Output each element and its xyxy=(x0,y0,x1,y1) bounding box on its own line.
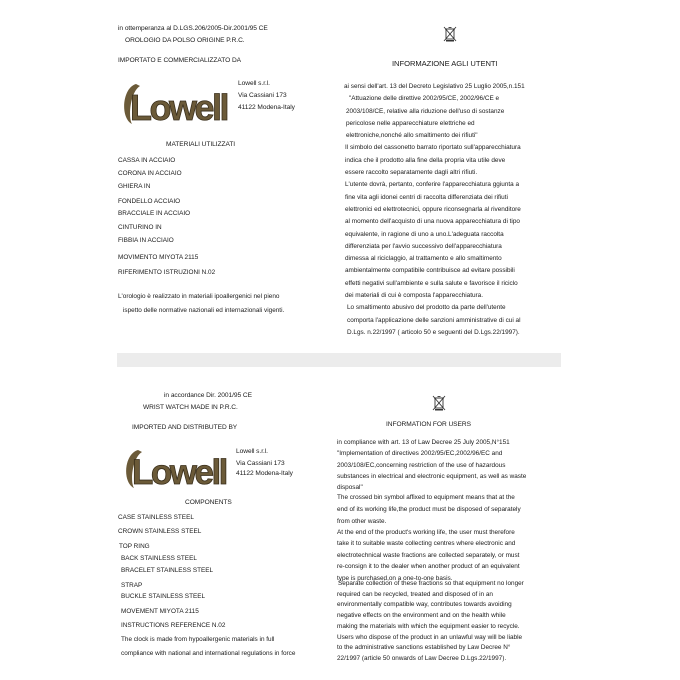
it-info-line-0: ai sensi dell'art. 13 del Decreto Legislativo 25 Luglio 2005,n.151 xyxy=(344,83,525,90)
en-info-a-line-0: in compliance with art. 13 of Law Decree 25 July 2005,N°151 xyxy=(337,439,510,446)
en-company-name: Lowell s.r.l. xyxy=(236,448,268,455)
en-info-c-line-2: electrotechnical waste fractions are collected separately, or must xyxy=(337,551,520,559)
it-company-city: 41122 Modena-Italy xyxy=(238,104,295,111)
it-info-line-17: dei materiali di cui è composta l'apparecchiatura. xyxy=(345,292,483,300)
en-info-c-line-3: re-consign it to the dealer when another product of an equivalent xyxy=(337,563,520,571)
en-info-a-line-1: "Implementation of directives 2002/95/EC,2002/96/EC and xyxy=(337,450,503,458)
it-material-1: CORONA IN ACCIAIO xyxy=(118,170,182,177)
en-info-d-line-3: negative effects on the environment and on the health while xyxy=(337,612,506,620)
en-info-title: INFORMATION FOR USERS xyxy=(386,421,471,428)
en-info-c-line-4: type is purchased,on a one-to-one basis. xyxy=(337,574,453,582)
it-info-line-14: dimessa al riciclaggio, al trattamento e allo smaltimento xyxy=(345,255,502,263)
it-material-2: GHIERA IN xyxy=(118,183,151,190)
it-lowell-logo xyxy=(118,78,236,130)
it-materials-title: MATERIALI UTILIZZATI xyxy=(166,141,236,148)
section-divider xyxy=(117,353,561,367)
en-info-block-c xyxy=(337,527,520,584)
en-company-city: 41122 Modena-Italy xyxy=(236,470,293,477)
en-component-3: BACK STAINLESS STEEL xyxy=(121,555,197,562)
it-crossed-bin-icon xyxy=(443,26,457,42)
it-info-line-2: 2003/108/CE, relative alla riduzione dell'uso di sostanze xyxy=(346,107,505,115)
it-info-line-3: pericolose nelle apparecchiature elettriche ed xyxy=(346,119,475,127)
it-hypo-line2: ispetto delle normative nazionali ed internazionali vigenti. xyxy=(123,307,285,314)
en-header-line2: WRIST WATCH MADE IN P.R.C. xyxy=(143,404,238,411)
it-info-line-8: L'utente dovrà, pertanto, conferire l'apparecchiatura ggiunta a xyxy=(345,181,520,189)
en-component-0: CASE STAINLESS STEEL xyxy=(118,514,194,521)
en-info-b-line-1: end of its working life,the product must be disposed of separately xyxy=(337,506,521,514)
en-movement: MOVEMENT MIYOTA 2115 xyxy=(121,608,199,615)
it-info-line-5: Il simbolo del cassonetto barrato riportato sull'apparecchiatura xyxy=(345,144,521,152)
it-logo-wordmark: Lowell xyxy=(130,87,228,128)
it-material-4: BRACCIALE IN ACCIAIO xyxy=(118,210,191,217)
en-component-1: CROWN STAINLESS STEEL xyxy=(118,528,202,535)
en-components-title: COMPONENTS xyxy=(185,499,232,506)
it-info-line-16: effetti negativi sull'ambiente e sulla salute e favorisce il riciclo xyxy=(345,279,518,287)
it-info-body xyxy=(344,81,525,339)
it-info-line-10: elettronici ed elettrotecnici, oppure riconsegnarla al rivenditore xyxy=(345,205,521,213)
en-info-c-line-1: take it to suitable waste collecting centres where electronic and xyxy=(337,540,516,548)
it-company-name: Lowell s.r.l. xyxy=(238,80,270,87)
it-imported-by: IMPORTATO E COMMERCIALIZZATO DA xyxy=(118,57,242,64)
it-info-line-12: equivalente, in ragione di uno a uno.L'adeguata raccolta xyxy=(345,230,504,238)
en-component-6: BUCKLE STAINLESS STEEL xyxy=(121,593,206,600)
it-company-street: Via Cassiani 173 xyxy=(238,92,287,99)
it-info-line-9: fine vita agli idonei centri di raccolta differenziata dei rifiuti xyxy=(345,193,508,201)
en-info-b-line-0: The crossed bin symbol affixed to equipment means that at the xyxy=(337,494,515,501)
en-info-d-line-5: Users who dispose of the product in an unlawful way will be liable xyxy=(337,633,523,641)
en-component-5: STRAP xyxy=(121,582,143,589)
it-info-line-13: differenziata per l'avvio successivo dell'apparecchiatura xyxy=(345,242,502,250)
it-info-line-11: al momento dell'acquisto di una nuova apparecchiatura di tipo xyxy=(345,218,520,226)
en-info-c-line-0: At the end of the product's working life, the user must therefore xyxy=(337,529,515,536)
it-material-6: FIBBIA IN ACCIAIO xyxy=(118,237,174,244)
en-info-d-line-1: required can be recycled, treated and disposed of in an xyxy=(337,590,493,598)
it-material-0: CASSA IN ACCIAIO xyxy=(118,157,176,164)
en-info-d-line-2: environmentally compatible way, contributes towards avoiding xyxy=(337,601,512,609)
en-info-b-line-2: from other waste. xyxy=(337,518,387,526)
en-hypo-line2: compliance with national and international regulations in force xyxy=(121,650,296,657)
it-info-line-1: "Attuazione delle direttive 2002/95/CE, 2002/96/CE e xyxy=(349,95,500,103)
en-header-line1: in accordance Dir. 2001/95 CE xyxy=(164,392,252,399)
en-info-d-line-4: making the materials with which the equipment easier to recycle. xyxy=(337,622,520,630)
en-info-a-line-3: substances in electrical and electronic equipment, as well as waste xyxy=(337,472,527,480)
it-info-line-6: indica che il prodotto alla fine della propria vita utile deve xyxy=(345,156,506,164)
en-instructions-ref: INSTRUCTIONS REFERENCE N.02 xyxy=(121,622,226,629)
en-info-block-a xyxy=(337,437,526,493)
en-logo-wordmark: Lowell xyxy=(132,453,226,492)
it-info-title: INFORMAZIONE AGLI UTENTI xyxy=(392,59,498,68)
en-info-a-line-2: 2003/108/EC,concerning restriction of the use of hazardous xyxy=(337,461,506,469)
en-info-a-line-4: disposal" xyxy=(337,484,363,492)
en-component-2: TOP RING xyxy=(119,543,150,550)
en-info-block-d xyxy=(337,579,524,665)
en-info-d-line-6: to the administrative sanctions established by Law Decree N° xyxy=(337,644,511,652)
it-info-line-4: elettroniche,nonché allo smaltimento dei rifiuti" xyxy=(346,132,478,140)
en-crossed-bin-icon xyxy=(432,395,446,411)
en-info-d-line-0: Separate collection of these fractions so that equipment no longer xyxy=(338,580,524,587)
en-lowell-logo xyxy=(120,444,236,494)
it-hypo-line1: L'orologio è realizzato in materiali ipoallergenici nel pieno xyxy=(118,293,280,300)
it-movement: MOVIMENTO MIYOTA 2115 xyxy=(118,254,199,261)
en-imported-by: IMPORTED AND DISTRIBUTED BY xyxy=(132,424,238,431)
it-instructions-ref: RIFERIMENTO ISTRUZIONI N.02 xyxy=(118,269,216,276)
it-header-line2: OROLOGIO DA POLSO ORIGINE P.R.C. xyxy=(125,37,245,44)
it-info-line-19: comporta l'applicazione delle sanzioni amministrative di cui al xyxy=(347,316,521,324)
en-hypo-line1: The clock is made from hypoallergenic materials in full xyxy=(121,636,275,643)
en-info-d-line-7: 22/1997 (article 50 onwards of Law Decree D.Lgs.22/1997). xyxy=(337,654,507,662)
en-info-block-b xyxy=(337,492,521,529)
en-component-4: BRACELET STAINLESS STEEL xyxy=(121,567,214,574)
it-material-5: CINTURINO IN xyxy=(118,224,162,231)
it-info-line-20: D.Lgs. n.22/1997 ( articolo 50 e seguenti del D.Lgs.22/1997). xyxy=(347,328,520,336)
it-material-3: FONDELLO ACCIAIO xyxy=(118,198,181,205)
it-info-line-15: ambientalmente compatibile contribuisce ad evitare possibili xyxy=(345,267,515,275)
it-info-line-7: essere raccolto separatamente dagli altri rifiuti. xyxy=(345,169,478,177)
it-header-line1: in ottemperanza al D.LGS.206/2005-Dir.2001/95 CE xyxy=(118,25,268,32)
en-company-street: Via Cassiani 173 xyxy=(236,460,285,467)
it-info-line-18: Lo smaltimento abusivo del prodotto da parte dell'utente xyxy=(347,304,506,312)
